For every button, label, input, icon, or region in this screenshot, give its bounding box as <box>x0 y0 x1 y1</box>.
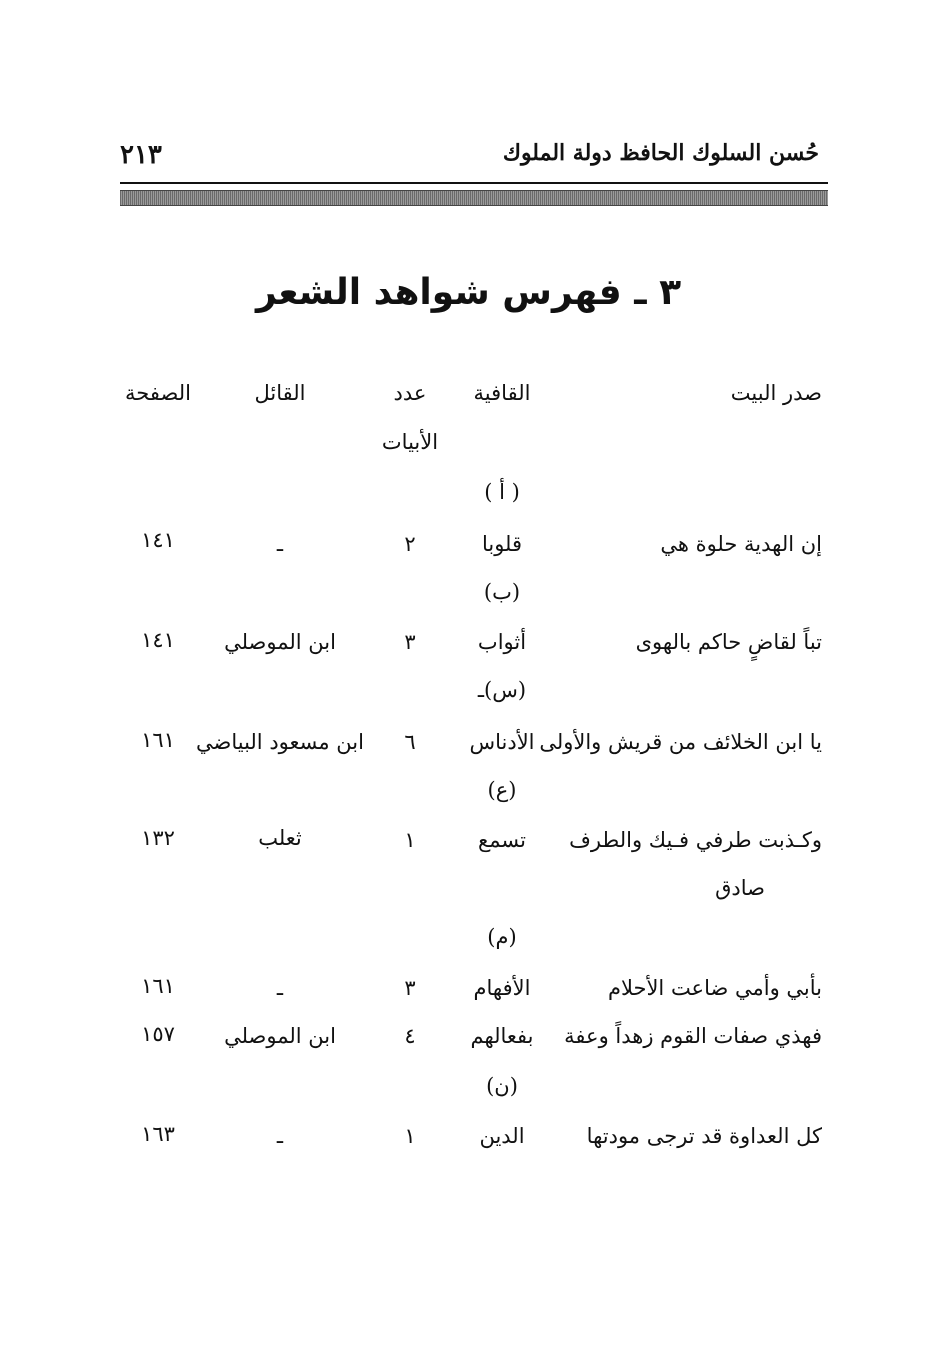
letter-heading: (ع) <box>487 778 517 802</box>
header-band <box>120 190 828 206</box>
page-ref: ١٤١ <box>141 528 175 552</box>
verse-count: ١ <box>404 828 416 852</box>
column-header-poet: القائل <box>254 381 306 405</box>
rhyme-word: قلوبا <box>481 532 523 556</box>
first-hemistich: فهذي صفات القوم زهداً وعفة <box>564 1024 822 1048</box>
rhyme-word: الدين <box>479 1124 525 1148</box>
page-ref: ١٦١ <box>141 974 175 998</box>
column-header-count: عدد <box>393 381 427 405</box>
column-header-rhyme: القافية <box>473 381 531 405</box>
rhyme-word: الأدناس <box>469 730 535 754</box>
page-ref: ١٤١ <box>141 628 175 652</box>
first-hemistich: وكـذبت طرفي فـيك والطرف <box>569 828 822 852</box>
column-header-count-line2: الأبيات <box>381 430 439 454</box>
letter-heading: (ن) <box>486 1074 518 1098</box>
header-rule <box>120 182 828 184</box>
page-ref: ١٦٣ <box>141 1122 175 1146</box>
index-title: ٣ ـ فهرس شواهد الشعر <box>255 272 682 313</box>
letter-heading: (س)ـ <box>477 678 527 702</box>
first-hemistich: تباً لقاضٍ حاكم بالهوى <box>635 630 822 654</box>
verse-count: ٤ <box>404 1024 416 1048</box>
poet-name: ـ <box>276 976 284 1000</box>
poet-name: ابن الموصلي <box>224 630 336 654</box>
letter-heading: (ب) <box>483 580 521 604</box>
first-hemistich: كل العداوة قد ترجى مودتها <box>586 1124 822 1148</box>
verse-count: ٣ <box>404 976 416 1000</box>
column-header-page: الصفحة <box>125 381 191 405</box>
page-number: ٢١٣ <box>120 140 162 170</box>
poet-name: ـ <box>276 532 284 556</box>
rhyme-word: تسمع <box>478 828 526 852</box>
first-hemistich: بأبي وأمي ضاعت الأحلام <box>607 976 822 1000</box>
column-header-first-hemistich: صدر البيت <box>730 381 822 405</box>
poet-name: ابن مسعود البياضي <box>196 730 364 754</box>
page-ref: ١٣٢ <box>141 826 175 850</box>
poet-name: ـ <box>276 1124 284 1148</box>
poet-name: ابن الموصلي <box>224 1024 336 1048</box>
page-ref: ١٥٧ <box>141 1022 175 1046</box>
verse-count: ٦ <box>404 730 416 754</box>
verse-count: ١ <box>404 1124 416 1148</box>
first-hemistich: إن الهدية حلوة هي <box>660 532 822 556</box>
poet-name: ثعلب <box>258 826 302 850</box>
letter-heading: ( أ ) <box>484 480 520 504</box>
letter-heading: (م) <box>487 925 517 949</box>
rhyme-word: بفعالهم <box>470 1024 534 1048</box>
verse-count: ٣ <box>404 630 416 654</box>
first-hemistich: يا ابن الخلائف من قريش والأولى <box>539 730 822 754</box>
rhyme-word: الأفهام <box>473 976 531 1000</box>
first-hemistich-continuation: صادق <box>715 876 765 900</box>
verse-count: ٢ <box>404 532 416 556</box>
page-ref: ١٦١ <box>141 728 175 752</box>
book-title: حُسن السلوك الحافظ دولة الملوك <box>502 140 819 166</box>
rhyme-word: أثواب <box>477 630 527 654</box>
